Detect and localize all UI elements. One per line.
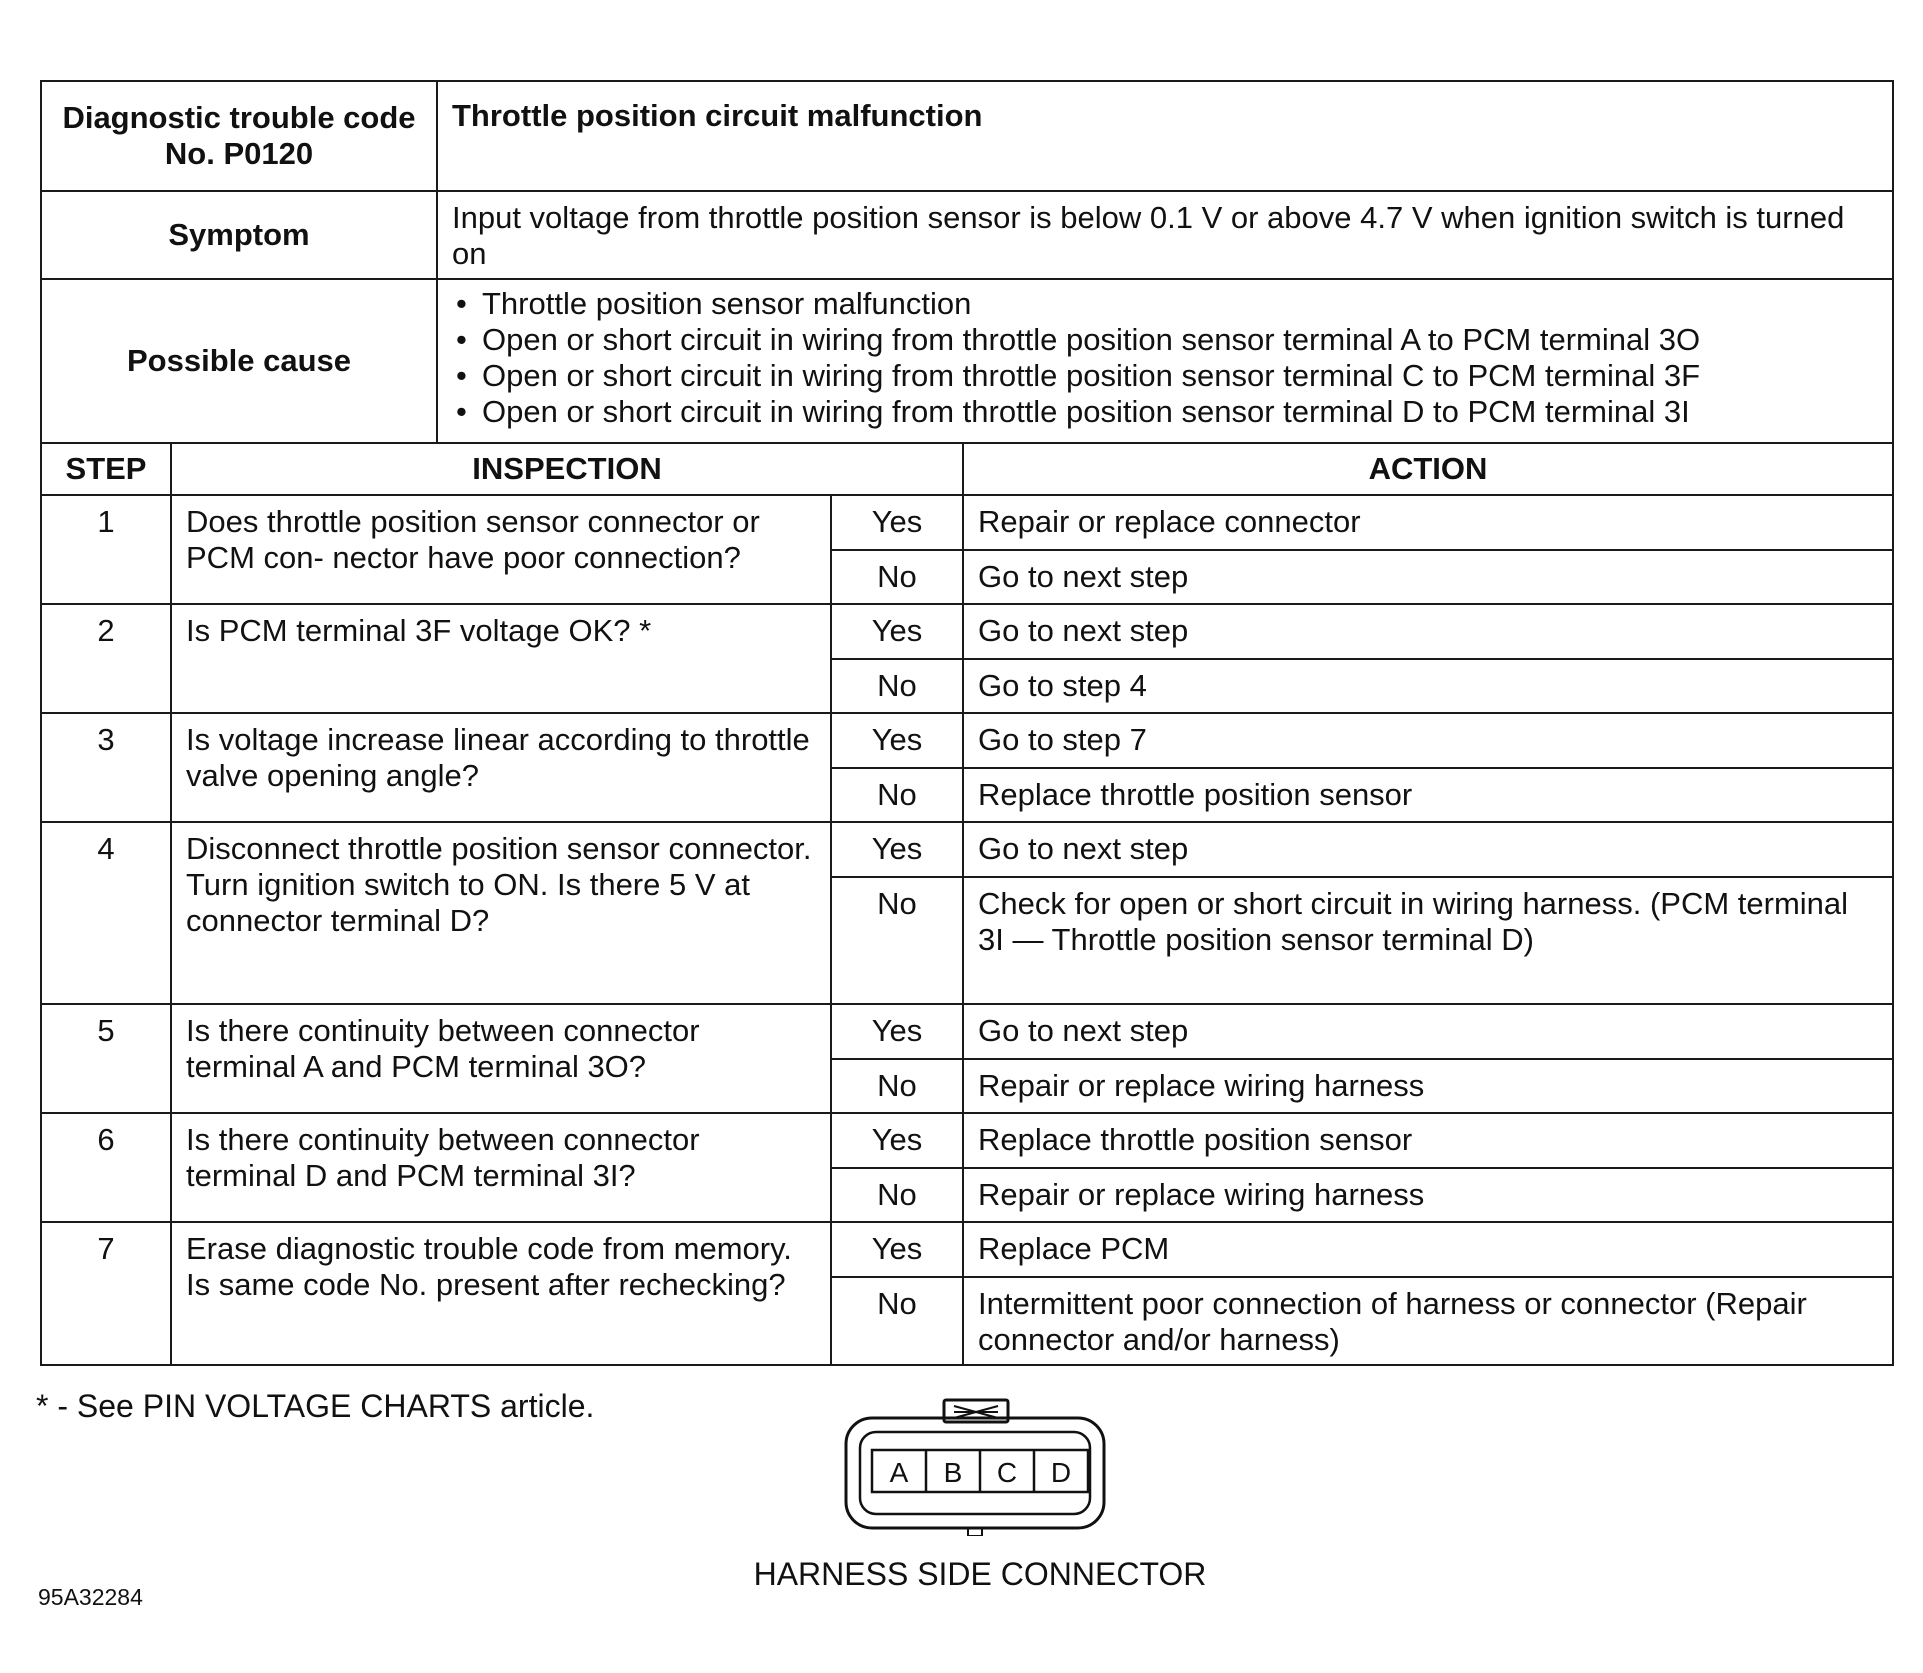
table-row: [41, 822, 1893, 877]
terminal-a-label: A: [889, 1457, 909, 1488]
step-number: 1: [41, 495, 171, 604]
no-label: No: [831, 1059, 963, 1113]
no-label: No: [831, 768, 963, 822]
yes-action: Replace PCM: [963, 1222, 1893, 1277]
terminal-b-label: B: [943, 1457, 963, 1488]
no-label: No: [831, 659, 963, 713]
symptom-label: Symptom: [41, 191, 437, 279]
cause-item: • Open or short circuit in wiring from throttle position sensor terminal A to PCM terminal 3O: [452, 322, 1878, 358]
dtc-row: [41, 81, 1893, 191]
step-column-header: STEP: [41, 443, 171, 495]
dtc-label: Diagnostic trouble code No. P0120: [41, 81, 437, 191]
yes-action: Repair or replace connector: [963, 495, 1893, 550]
inspection-text: Is voltage increase linear according to throttle valve opening angle?: [171, 713, 831, 822]
cause-row: [41, 279, 1893, 443]
no-label: No: [831, 1277, 963, 1365]
dtc-title: Throttle position circuit malfunction: [437, 81, 1893, 191]
terminal-d-label: D: [1050, 1457, 1072, 1488]
cause-item: • Open or short circuit in wiring from throttle position sensor terminal D to PCM terminal 3I: [452, 394, 1878, 430]
yes-label: Yes: [831, 713, 963, 768]
cause-list: [452, 286, 1878, 430]
symptom-text: Input voltage from throttle position sensor is below 0.1 V or above 4.7 V when ignition switch is turned on: [437, 191, 1893, 279]
no-action: Intermittent poor connection of harness or connector (Repair connector and/or harness): [963, 1277, 1893, 1365]
yes-action: Go to next step: [963, 822, 1893, 877]
no-label: No: [831, 877, 963, 1004]
inspection-text: Disconnect throttle position sensor connector. Turn ignition switch to ON. Is there 5 V at connector terminal D?: [171, 822, 831, 1004]
column-header-row: [41, 443, 1893, 495]
table-row: [41, 713, 1893, 768]
inspection-text: Is there continuity between connector terminal A and PCM terminal 3O?: [171, 1004, 831, 1113]
cause-label: Possible cause: [41, 279, 437, 443]
diagnostic-table: [40, 80, 1894, 1366]
step-number: 6: [41, 1113, 171, 1222]
inspection-text: Does throttle position sensor connector or PCM con- nector have poor connection?: [171, 495, 831, 604]
table-row: [41, 1113, 1893, 1168]
no-action: Go to next step: [963, 550, 1893, 604]
action-column-header: ACTION: [963, 443, 1893, 495]
cause-item: • Throttle position sensor malfunction: [452, 286, 1878, 322]
yes-action: Go to step 7: [963, 713, 1893, 768]
inspection-text: Is PCM terminal 3F voltage OK? *: [171, 604, 831, 713]
step-number: 3: [41, 713, 171, 822]
inspection-column-header: INSPECTION: [171, 443, 963, 495]
no-action: Go to step 4: [963, 659, 1893, 713]
table-row: [41, 604, 1893, 659]
inspection-text: Erase diagnostic trouble code from memory. Is same code No. present after rechecking?: [171, 1222, 831, 1365]
terminal-c-label: C: [996, 1457, 1018, 1488]
step-number: 4: [41, 822, 171, 1004]
yes-label: Yes: [831, 495, 963, 550]
cause-item: • Open or short circuit in wiring from throttle position sensor terminal C to PCM terminal 3F: [452, 358, 1878, 394]
table-row: [41, 1222, 1893, 1277]
footnote: * - See PIN VOLTAGE CHARTS article.: [36, 1388, 595, 1424]
no-action: Repair or replace wiring harness: [963, 1059, 1893, 1113]
connector-caption: HARNESS SIDE CONNECTOR: [753, 1556, 1207, 1592]
no-action: Replace throttle position sensor: [963, 768, 1893, 822]
cause-list-cell: [437, 279, 1893, 443]
yes-label: Yes: [831, 1222, 963, 1277]
no-label: No: [831, 550, 963, 604]
no-label: No: [831, 1168, 963, 1222]
step-number: 5: [41, 1004, 171, 1113]
yes-label: Yes: [831, 1113, 963, 1168]
figure-code: 95A32284: [38, 1584, 143, 1610]
symptom-row: [41, 191, 1893, 279]
yes-label: Yes: [831, 1004, 963, 1059]
yes-label: Yes: [831, 822, 963, 877]
step-number: 2: [41, 604, 171, 713]
no-action: Check for open or short circuit in wiring harness. (PCM terminal 3I — Throttle position sensor terminal D): [963, 877, 1893, 1004]
harness-connector-diagram: [842, 1396, 1112, 1536]
inspection-text: Is there continuity between connector terminal D and PCM terminal 3I?: [171, 1113, 831, 1222]
no-action: Repair or replace wiring harness: [963, 1168, 1893, 1222]
yes-action: Go to next step: [963, 604, 1893, 659]
yes-label: Yes: [831, 604, 963, 659]
yes-action: Replace throttle position sensor: [963, 1113, 1893, 1168]
yes-action: Go to next step: [963, 1004, 1893, 1059]
table-row: [41, 1004, 1893, 1059]
step-number: 7: [41, 1222, 171, 1365]
table-row: [41, 495, 1893, 550]
